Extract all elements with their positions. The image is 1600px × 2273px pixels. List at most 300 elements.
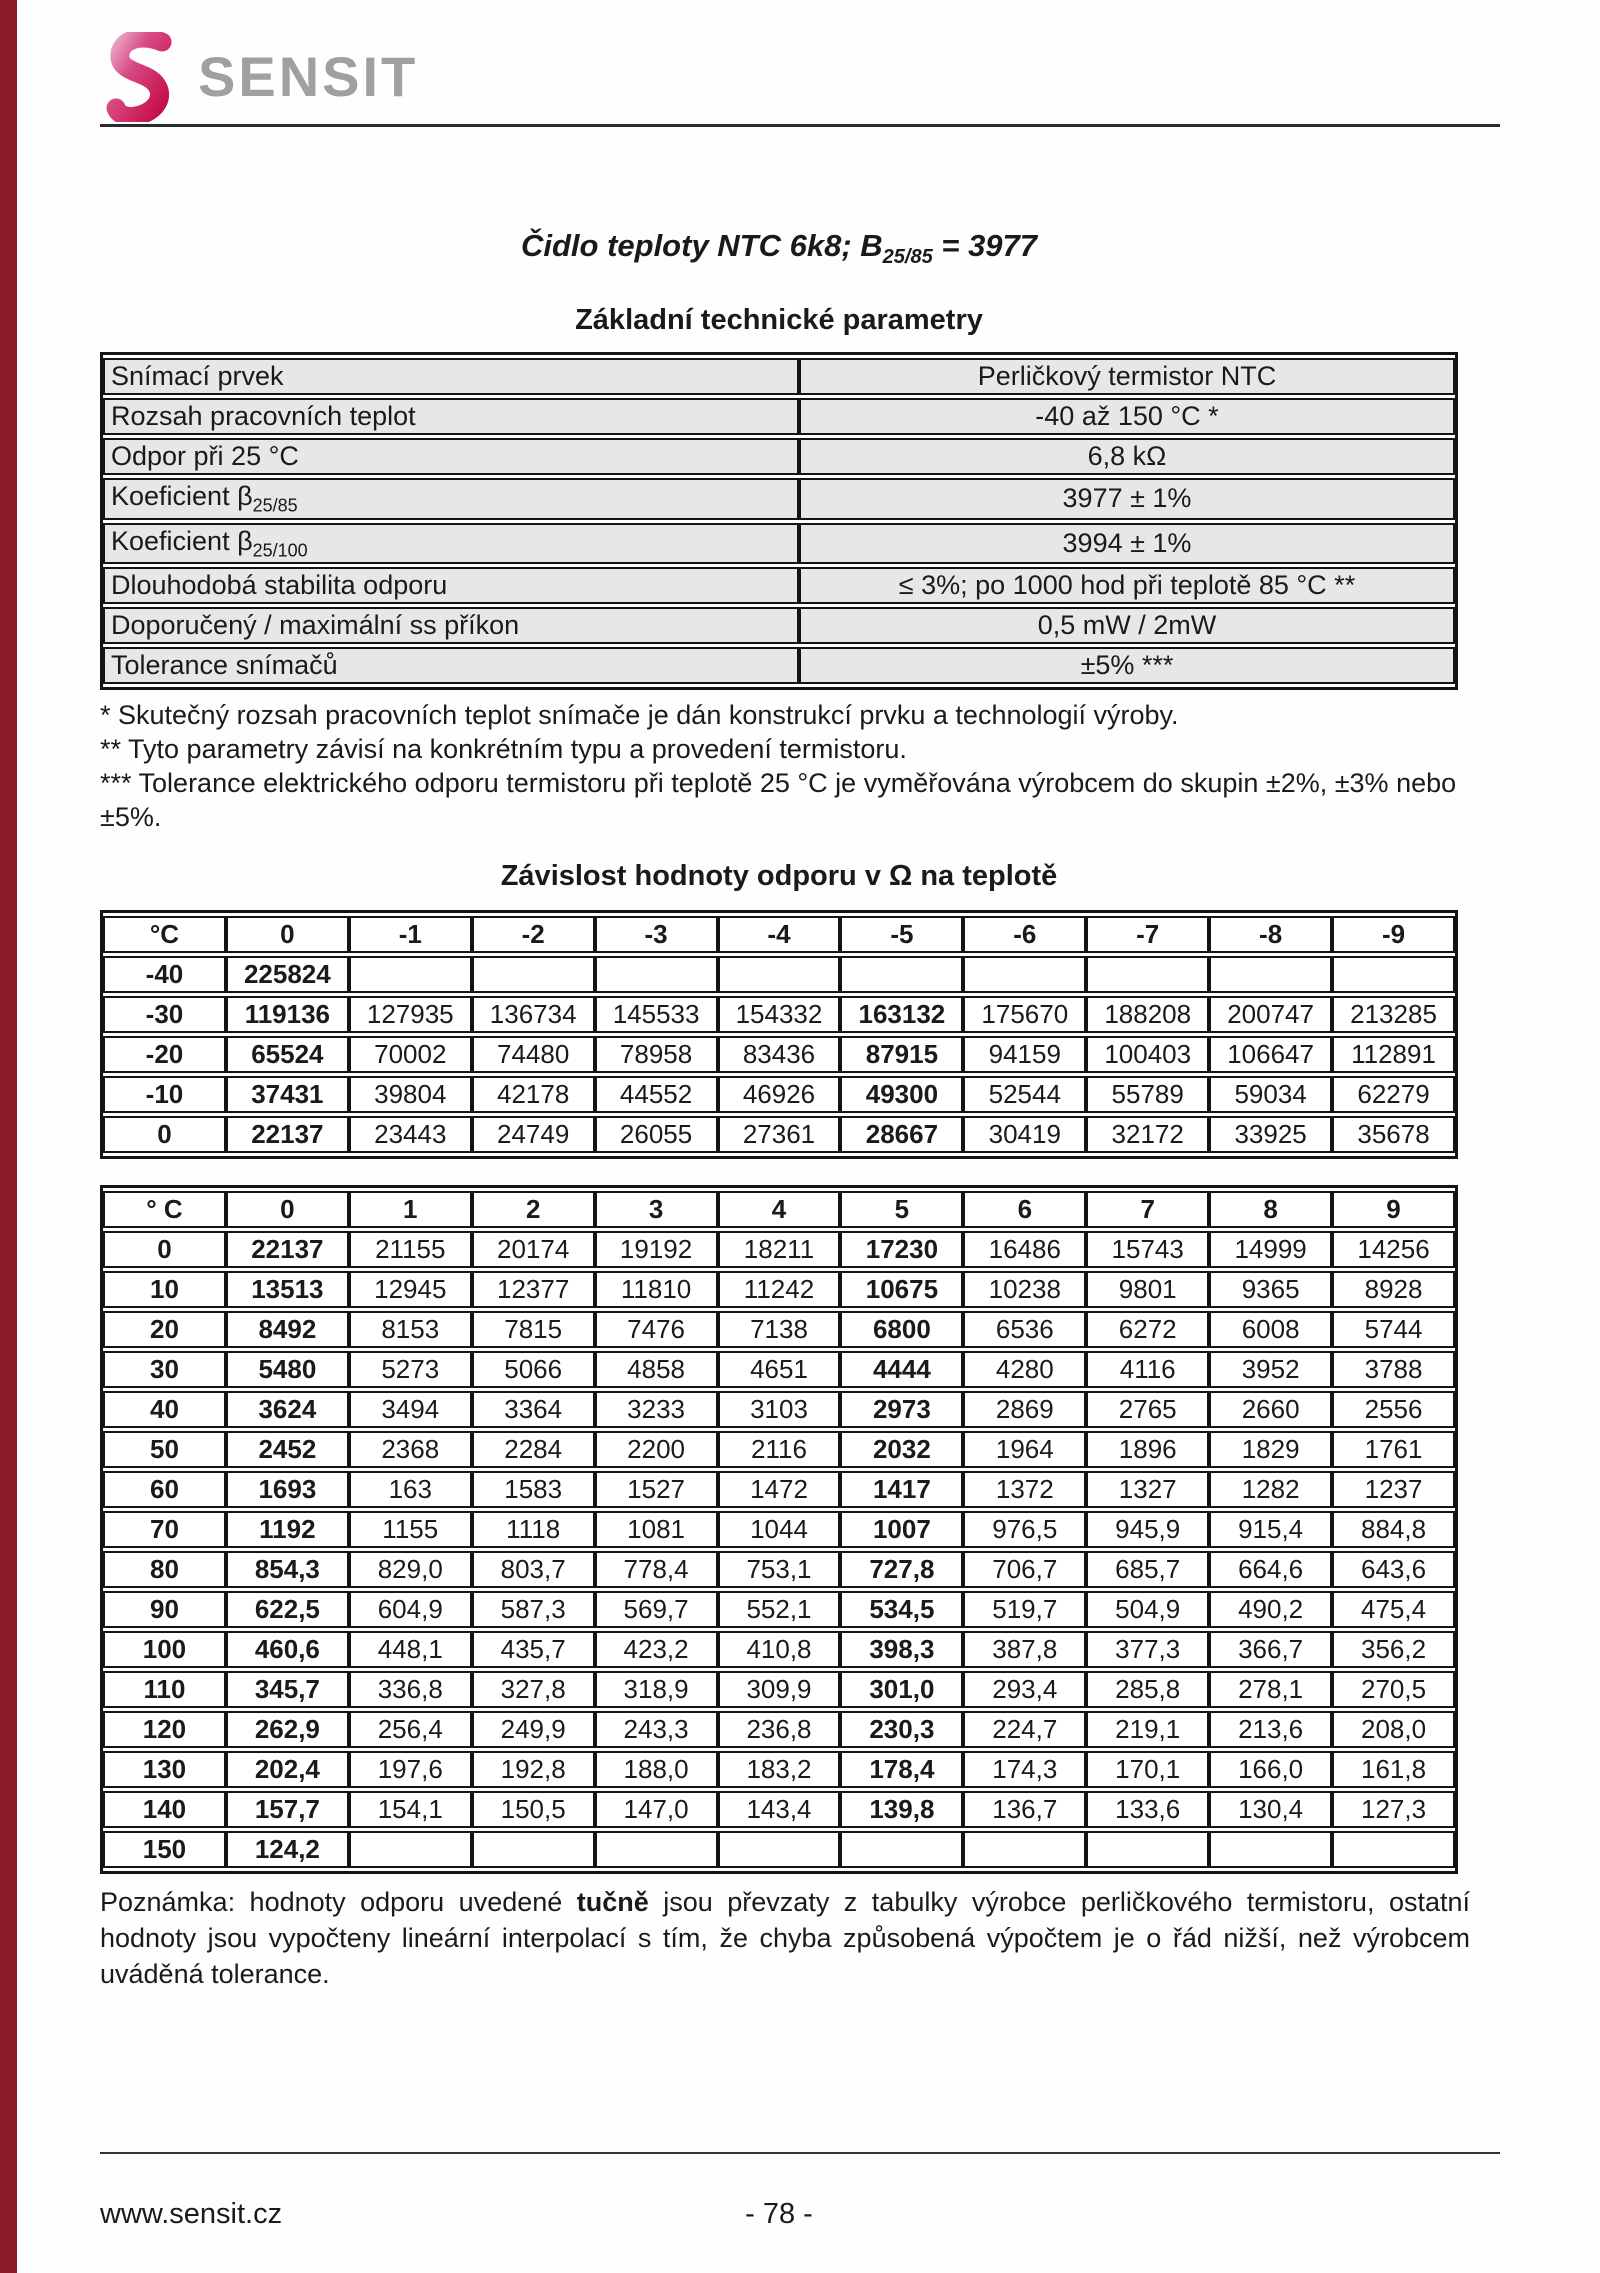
resistance-cell: 4280: [963, 1351, 1086, 1388]
header-rule: [100, 124, 1500, 127]
resistance-cell: 387,8: [963, 1631, 1086, 1668]
resistance-cell: 5744: [1332, 1311, 1455, 1348]
resistance-cell: 504,9: [1086, 1591, 1209, 1628]
param-value: ±5% ***: [799, 647, 1455, 684]
resistance-row: [103, 1431, 1455, 1468]
resistance-cell: [595, 956, 718, 993]
resistance-cell: 8928: [1332, 1271, 1455, 1308]
temperature-cell: 30: [103, 1351, 226, 1388]
resistance-cell: 236,8: [718, 1711, 841, 1748]
resistance-cell: 39804: [349, 1076, 472, 1113]
temperature-cell: 110: [103, 1671, 226, 1708]
param-row: [103, 438, 1455, 475]
resistance-col-header: 0: [226, 916, 349, 953]
title-prefix: Čidlo teploty NTC 6k8; B: [520, 228, 883, 263]
param-label: Doporučený / maximální ss příkon: [103, 607, 799, 644]
resistance-cell: 4651: [718, 1351, 841, 1388]
resistance-row: [103, 1791, 1455, 1828]
resistance-cell: 14256: [1332, 1231, 1455, 1268]
resistance-cell: 16486: [963, 1231, 1086, 1268]
resistance-cell: 1372: [963, 1471, 1086, 1508]
resistance-cell: 10675: [840, 1271, 963, 1308]
resistance-cell: 7815: [472, 1311, 595, 1348]
resistance-cell: 1044: [718, 1511, 841, 1548]
resistance-cell: 225824: [226, 956, 349, 993]
resistance-cell: [472, 956, 595, 993]
temperature-cell: 90: [103, 1591, 226, 1628]
resistance-cell: 1282: [1209, 1471, 1332, 1508]
resistance-cell: 6272: [1086, 1311, 1209, 1348]
resistance-cell: 32172: [1086, 1116, 1209, 1153]
resistance-cell: 1192: [226, 1511, 349, 1548]
resistance-row: [103, 1551, 1455, 1588]
resistance-cell: 8153: [349, 1311, 472, 1348]
resistance-cell: 70002: [349, 1036, 472, 1073]
param-label: Odpor při 25 °C: [103, 438, 799, 475]
resistance-cell: 301,0: [840, 1671, 963, 1708]
resistance-cell: 106647: [1209, 1036, 1332, 1073]
resistance-cell: 884,8: [1332, 1511, 1455, 1548]
resistance-cell: 150,5: [472, 1791, 595, 1828]
resistance-cell: 6008: [1209, 1311, 1332, 1348]
resistance-cell: 243,3: [595, 1711, 718, 1748]
resistance-col-header: -5: [840, 916, 963, 953]
param-value: 0,5 mW / 2mW: [799, 607, 1455, 644]
resistance-cell: 163132: [840, 996, 963, 1033]
resistance-cell: 20174: [472, 1231, 595, 1268]
temperature-cell: 120: [103, 1711, 226, 1748]
resistance-cell: 124,2: [226, 1831, 349, 1868]
resistance-cell: 1829: [1209, 1431, 1332, 1468]
resistance-row: [103, 1631, 1455, 1668]
resistance-col-header: 2: [472, 1191, 595, 1228]
resistance-cell: 1761: [1332, 1431, 1455, 1468]
resistance-row: [103, 1351, 1455, 1388]
resistance-cell: 2973: [840, 1391, 963, 1428]
resistance-cell: 976,5: [963, 1511, 1086, 1548]
resistance-cell: 448,1: [349, 1631, 472, 1668]
resistance-cell: 3494: [349, 1391, 472, 1428]
temperature-cell: 40: [103, 1391, 226, 1428]
resistance-col-header: 6: [963, 1191, 1086, 1228]
resistance-cell: 1237: [1332, 1471, 1455, 1508]
resistance-cell: 175670: [963, 996, 1086, 1033]
params-heading: Základní technické parametry: [575, 304, 983, 337]
resistance-cell: 23443: [349, 1116, 472, 1153]
resistance-cell: 119136: [226, 996, 349, 1033]
resistance-cell: 5480: [226, 1351, 349, 1388]
resistance-cell: 18211: [718, 1231, 841, 1268]
temperature-cell: 140: [103, 1791, 226, 1828]
resistance-cell: 2452: [226, 1431, 349, 1468]
resistance-cell: 213285: [1332, 996, 1455, 1033]
resistance-header-row: [103, 1191, 1455, 1228]
resistance-cell: 30419: [963, 1116, 1086, 1153]
page-edge-bar: [0, 0, 17, 2273]
resistance-cell: 27361: [718, 1116, 841, 1153]
resistance-row: [103, 956, 1455, 993]
footnote-line: *** Tolerance elektrického odporu termistoru při teplotě 25 °C je vyměřována výrobcem do skupin ±2%, ±3% nebo ±5%.: [100, 767, 1457, 832]
resistance-col-header: -7: [1086, 916, 1209, 953]
resistance-cell: 170,1: [1086, 1751, 1209, 1788]
resistance-col-header: -2: [472, 916, 595, 953]
resistance-col-header: 9: [1332, 1191, 1455, 1228]
resistance-cell: 136734: [472, 996, 595, 1033]
param-label: Dlouhodobá stabilita odporu: [103, 567, 799, 604]
resistance-cell: 490,2: [1209, 1591, 1332, 1628]
resistance-cell: 26055: [595, 1116, 718, 1153]
resistance-col-header: 0: [226, 1191, 349, 1228]
resistance-cell: 11242: [718, 1271, 841, 1308]
page-number: - 78 -: [745, 2198, 813, 2230]
resistance-cell: 435,7: [472, 1631, 595, 1668]
resistance-cell: [1209, 1831, 1332, 1868]
temperature-cell: 130: [103, 1751, 226, 1788]
resistance-cell: 915,4: [1209, 1511, 1332, 1548]
param-label: Tolerance snímačů: [103, 647, 799, 684]
resistance-cell: 2368: [349, 1431, 472, 1468]
resistance-cell: 192,8: [472, 1751, 595, 1788]
resistance-cell: 2200: [595, 1431, 718, 1468]
resistance-cell: 345,7: [226, 1671, 349, 1708]
resistance-cell: [963, 1831, 1086, 1868]
temperature-cell: 10: [103, 1271, 226, 1308]
resistance-cell: 685,7: [1086, 1551, 1209, 1588]
basic-parameters-table: [100, 352, 1458, 690]
page-header: [100, 0, 1500, 127]
resistance-cell: 2660: [1209, 1391, 1332, 1428]
resistance-cell: 55789: [1086, 1076, 1209, 1113]
resistance-cell: 174,3: [963, 1751, 1086, 1788]
resistance-cell: 706,7: [963, 1551, 1086, 1588]
resistance-cell: 230,3: [840, 1711, 963, 1748]
resistance-cell: 202,4: [226, 1751, 349, 1788]
temperature-cell: -40: [103, 956, 226, 993]
resistance-cell: 475,4: [1332, 1591, 1455, 1628]
resistance-cell: 2284: [472, 1431, 595, 1468]
resistance-cell: 188,0: [595, 1751, 718, 1788]
resistance-row: [103, 1311, 1455, 1348]
resistance-cell: 224,7: [963, 1711, 1086, 1748]
resistance-cell: 78958: [595, 1036, 718, 1073]
resistance-cell: 8492: [226, 1311, 349, 1348]
param-row: [103, 647, 1455, 684]
resistance-row: [103, 1036, 1455, 1073]
resistance-cell: 1081: [595, 1511, 718, 1548]
resistance-cell: 15743: [1086, 1231, 1209, 1268]
resistance-cell: 178,4: [840, 1751, 963, 1788]
resistance-cell: 139,8: [840, 1791, 963, 1828]
resistance-cell: 1007: [840, 1511, 963, 1548]
resistance-cell: 356,2: [1332, 1631, 1455, 1668]
resistance-cell: 7138: [718, 1311, 841, 1348]
resistance-cell: 127,3: [1332, 1791, 1455, 1828]
temperature-cell: 0: [103, 1231, 226, 1268]
temperature-cell: 20: [103, 1311, 226, 1348]
resistance-cell: 166,0: [1209, 1751, 1332, 1788]
resistance-cell: 1527: [595, 1471, 718, 1508]
resistance-cell: 377,3: [1086, 1631, 1209, 1668]
resistance-cell: [1086, 1831, 1209, 1868]
resistance-cell: 19192: [595, 1231, 718, 1268]
resistance-cell: [718, 956, 841, 993]
temperature-cell: 70: [103, 1511, 226, 1548]
resistance-cell: [1332, 1831, 1455, 1868]
temperature-cell: -20: [103, 1036, 226, 1073]
resistance-cell: 318,9: [595, 1671, 718, 1708]
document-title: [100, 227, 1458, 276]
resistance-cell: 622,5: [226, 1591, 349, 1628]
resistance-cell: 803,7: [472, 1551, 595, 1588]
resistance-cell: 9365: [1209, 1271, 1332, 1308]
resistance-cell: 161,8: [1332, 1751, 1455, 1788]
resistance-cell: 664,6: [1209, 1551, 1332, 1588]
resistance-cell: 4116: [1086, 1351, 1209, 1388]
resistance-cell: 200747: [1209, 996, 1332, 1033]
resistance-cell: 197,6: [349, 1751, 472, 1788]
resistance-row: [103, 1671, 1455, 1708]
resistance-cell: 1693: [226, 1471, 349, 1508]
resistance-cell: 12377: [472, 1271, 595, 1308]
resistance-cell: 14999: [1209, 1231, 1332, 1268]
resistance-cell: 3952: [1209, 1351, 1332, 1388]
param-label: Koeficient $\beta_{25/100}$: [103, 523, 799, 564]
resistance-cell: 854,3: [226, 1551, 349, 1588]
resistance-cell: [1209, 956, 1332, 993]
param-value: ≤ 3%; po 1000 hod při teplotě 85 °C **: [799, 567, 1455, 604]
resistance-cell: 2869: [963, 1391, 1086, 1428]
resistance-col-header: ° C: [103, 1191, 226, 1228]
resistance-cell: 12945: [349, 1271, 472, 1308]
resistance-cell: 2556: [1332, 1391, 1455, 1428]
resistance-table-negative: [100, 910, 1458, 1159]
resistance-row: [103, 996, 1455, 1033]
resistance-cell: 7476: [595, 1311, 718, 1348]
resistance-cell: 9801: [1086, 1271, 1209, 1308]
resistance-cell: 154,1: [349, 1791, 472, 1828]
resistance-cell: 519,7: [963, 1591, 1086, 1628]
resistance-col-header: 1: [349, 1191, 472, 1228]
resistance-cell: 569,7: [595, 1591, 718, 1628]
resistance-table-positive: [100, 1185, 1458, 1874]
resistance-cell: 309,9: [718, 1671, 841, 1708]
resistance-cell: 4858: [595, 1351, 718, 1388]
resistance-cell: 285,8: [1086, 1671, 1209, 1708]
resistance-cell: 219,1: [1086, 1711, 1209, 1748]
param-label: Rozsah pracovních teplot: [103, 398, 799, 435]
resistance-cell: [840, 956, 963, 993]
resistance-cell: 59034: [1209, 1076, 1332, 1113]
resistance-cell: 22137: [226, 1116, 349, 1153]
resistance-cell: 5066: [472, 1351, 595, 1388]
resistance-cell: [1086, 956, 1209, 993]
resistance-cell: 213,6: [1209, 1711, 1332, 1748]
temperature-cell: 150: [103, 1831, 226, 1868]
resistance-row: [103, 1231, 1455, 1268]
param-row: [103, 478, 1455, 519]
resistance-cell: 336,8: [349, 1671, 472, 1708]
resistance-cell: 46926: [718, 1076, 841, 1113]
resistance-cell: 398,3: [840, 1631, 963, 1668]
resistance-cell: 52544: [963, 1076, 1086, 1113]
resistance-cell: 604,9: [349, 1591, 472, 1628]
resistance-positive-header: [103, 1191, 1455, 1228]
footnote-line: ** Tyto parametry závisí na konkrétním typu a provedení termistoru.: [100, 733, 907, 764]
resistance-cell: 35678: [1332, 1116, 1455, 1153]
resistance-cell: 65524: [226, 1036, 349, 1073]
resistance-cell: 183,2: [718, 1751, 841, 1788]
param-value: -40 až 150 °C *: [799, 398, 1455, 435]
footer-rule: [100, 2152, 1500, 2154]
resistance-row: [103, 1751, 1455, 1788]
resistance-cell: 327,8: [472, 1671, 595, 1708]
resistance-negative-header: [103, 916, 1455, 953]
resistance-cell: 945,9: [1086, 1511, 1209, 1548]
param-row: [103, 523, 1455, 564]
resistance-cell: 3233: [595, 1391, 718, 1428]
note-suffix: jsou převzaty z tabulky výrobce perličkového termistoru, ostatní hodnoty jsou vypočteny lineární interpolací s tím, že chyba způsobená výpočtem je o řád nižší, než výrobcem uváděná tolerance.: [100, 1886, 1470, 1989]
param-label-subscript: 25/100: [252, 539, 308, 560]
resistance-cell: 1964: [963, 1431, 1086, 1468]
resistance-cell: 2032: [840, 1431, 963, 1468]
resistance-cell: 163: [349, 1471, 472, 1508]
param-value: 3994 ± 1%: [799, 523, 1455, 564]
param-value: 6,8 kΩ: [799, 438, 1455, 475]
resistance-cell: 127935: [349, 996, 472, 1033]
resistance-cell: 2116: [718, 1431, 841, 1468]
resistance-cell: [963, 956, 1086, 993]
param-label-subscript: 25/85: [252, 495, 298, 516]
resistance-cell: 94159: [963, 1036, 1086, 1073]
param-row: [103, 567, 1455, 604]
resistance-cell: [595, 1831, 718, 1868]
resistance-cell: 3364: [472, 1391, 595, 1428]
resistance-row: [103, 1076, 1455, 1113]
resistance-negative-body: [103, 956, 1455, 1153]
param-value: Perličkový termistor NTC: [799, 358, 1455, 395]
resistance-cell: 1472: [718, 1471, 841, 1508]
resistance-cell: 136,7: [963, 1791, 1086, 1828]
temperature-cell: -30: [103, 996, 226, 1033]
resistance-cell: 587,3: [472, 1591, 595, 1628]
resistance-cell: 145533: [595, 996, 718, 1033]
resistance-cell: 10238: [963, 1271, 1086, 1308]
resistance-cell: 534,5: [840, 1591, 963, 1628]
resistance-cell: 727,8: [840, 1551, 963, 1588]
resistance-cell: 28667: [840, 1116, 963, 1153]
note-bold-word: tučně: [576, 1886, 649, 1917]
resistance-cell: 147,0: [595, 1791, 718, 1828]
basic-parameters-body: [103, 358, 1455, 684]
brand-name: SENSIT: [198, 45, 419, 108]
resistance-cell: 552,1: [718, 1591, 841, 1628]
resistance-cell: 753,1: [718, 1551, 841, 1588]
resistance-cell: 130,4: [1209, 1791, 1332, 1828]
temperature-cell: -10: [103, 1076, 226, 1113]
resistance-cell: 62279: [1332, 1076, 1455, 1113]
resistance-cell: 4444: [840, 1351, 963, 1388]
resistance-cell: 1155: [349, 1511, 472, 1548]
resistance-cell: 256,4: [349, 1711, 472, 1748]
resistance-cell: [718, 1831, 841, 1868]
temperature-cell: 80: [103, 1551, 226, 1588]
resistance-row: [103, 1471, 1455, 1508]
title-suffix: = 3977: [932, 228, 1038, 263]
resistance-row: [103, 1116, 1455, 1153]
resistance-cell: [840, 1831, 963, 1868]
resistance-cell: 33925: [1209, 1116, 1332, 1153]
resistance-cell: 410,8: [718, 1631, 841, 1668]
resistance-cell: 11810: [595, 1271, 718, 1308]
resistance-cell: [349, 1831, 472, 1868]
resistance-cell: 6800: [840, 1311, 963, 1348]
resistance-cell: 1896: [1086, 1431, 1209, 1468]
resistance-cell: 44552: [595, 1076, 718, 1113]
resistance-cell: 270,5: [1332, 1671, 1455, 1708]
resistance-cell: 188208: [1086, 996, 1209, 1033]
resistance-cell: 74480: [472, 1036, 595, 1073]
resistance-cell: 1417: [840, 1471, 963, 1508]
temperature-cell: 0: [103, 1116, 226, 1153]
resistance-cell: 423,2: [595, 1631, 718, 1668]
resistance-cell: 5273: [349, 1351, 472, 1388]
resistance-col-header: -1: [349, 916, 472, 953]
resistance-cell: 24749: [472, 1116, 595, 1153]
resistance-cell: 3624: [226, 1391, 349, 1428]
temperature-cell: 60: [103, 1471, 226, 1508]
resistance-cell: 21155: [349, 1231, 472, 1268]
resistance-cell: 1118: [472, 1511, 595, 1548]
resistance-row: [103, 1391, 1455, 1428]
resistance-col-header: 4: [718, 1191, 841, 1228]
resistance-cell: 208,0: [1332, 1711, 1455, 1748]
resistance-cell: 293,4: [963, 1671, 1086, 1708]
resistance-cell: 143,4: [718, 1791, 841, 1828]
temperature-cell: 100: [103, 1631, 226, 1668]
resistance-cell: 17230: [840, 1231, 963, 1268]
title-subscript: 25/85: [882, 246, 933, 269]
resistance-cell: 249,9: [472, 1711, 595, 1748]
resistance-cell: 133,6: [1086, 1791, 1209, 1828]
resistance-cell: 278,1: [1209, 1671, 1332, 1708]
resistance-positive-body: [103, 1231, 1455, 1868]
param-row: [103, 358, 1455, 395]
resistance-col-header: -8: [1209, 916, 1332, 953]
sensit-s-mark-icon: [100, 32, 186, 122]
param-row: [103, 607, 1455, 644]
sensit-logo: [100, 32, 1500, 122]
resistance-cell: 157,7: [226, 1791, 349, 1828]
param-label: Snímací prvek: [103, 358, 799, 395]
resistance-cell: 49300: [840, 1076, 963, 1113]
param-value: 3977 ± 1%: [799, 478, 1455, 519]
resistance-cell: 366,7: [1209, 1631, 1332, 1668]
website-link[interactable]: www.sensit.cz: [100, 2198, 283, 2230]
resistance-col-header: 3: [595, 1191, 718, 1228]
param-label: Koeficient $\beta_{25/85}$: [103, 478, 799, 519]
resistance-row: [103, 1831, 1455, 1868]
resistance-cell: 262,9: [226, 1711, 349, 1748]
resistance-row: [103, 1511, 1455, 1548]
resistance-cell: 643,6: [1332, 1551, 1455, 1588]
resistance-col-header: -3: [595, 916, 718, 953]
resistance-row: [103, 1271, 1455, 1308]
resistance-cell: [349, 956, 472, 993]
resistance-cell: 100403: [1086, 1036, 1209, 1073]
resistance-col-header: 8: [1209, 1191, 1332, 1228]
footnote-line: * Skutečný rozsah pracovních teplot snímače je dán konstrukcí prvku a technologií výroby.: [100, 699, 1179, 730]
resistance-cell: 829,0: [349, 1551, 472, 1588]
